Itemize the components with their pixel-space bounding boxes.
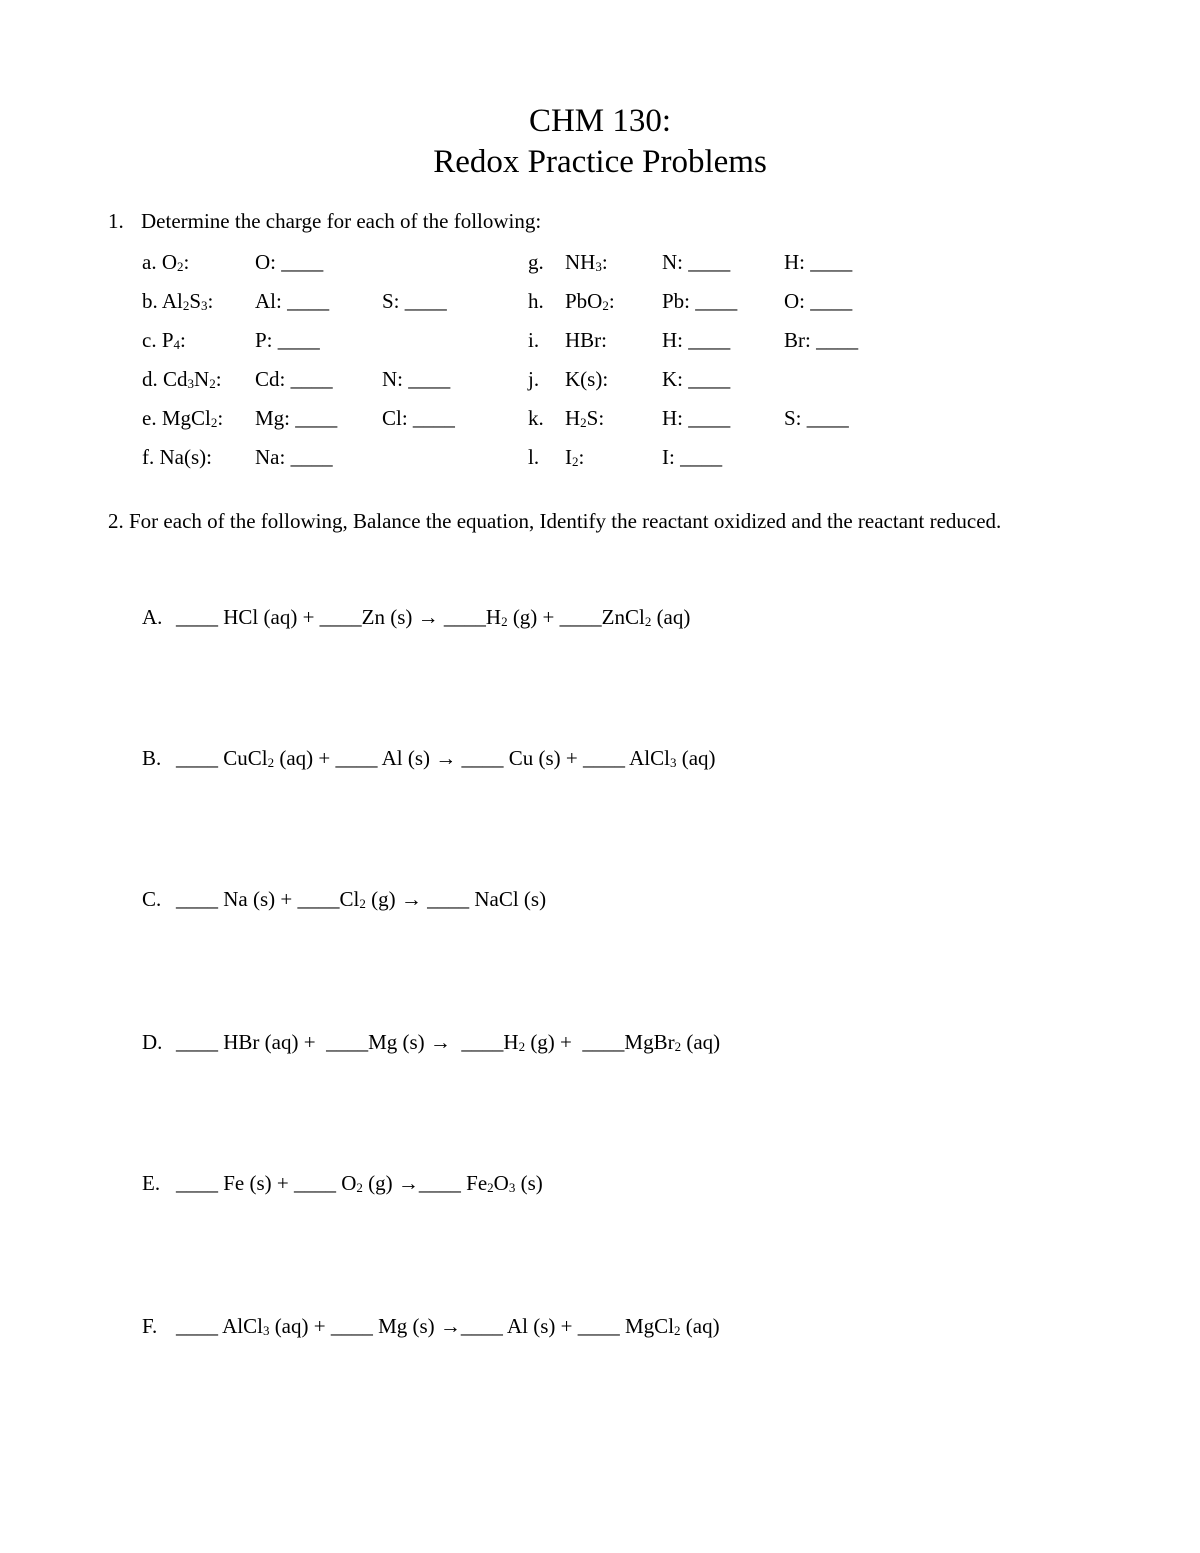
compound-formula: f. Na(s): <box>142 445 212 469</box>
charge-blank[interactable]: Al: ____ <box>255 289 330 313</box>
equation-label: F. <box>142 1314 158 1338</box>
equation-label: E. <box>142 1171 161 1195</box>
charge-blank[interactable]: O: ____ <box>255 250 324 274</box>
charge-blank[interactable]: Na: ____ <box>255 445 333 469</box>
charge-blank[interactable]: N: ____ <box>662 250 731 274</box>
item-letter: j. <box>528 367 540 391</box>
equation-text: ____ HCl (aq) + ____Zn $(s) \to \_\_\_\_H_2$ (g) + ____ZnCl$_2$ (aq) <box>176 605 691 629</box>
subscript: 3 <box>595 259 602 274</box>
equation-label: C. <box>142 887 162 911</box>
question-1-prompt <box>108 208 541 234</box>
charge-blank[interactable]: S: ____ <box>784 406 849 430</box>
compound-formula: b. $Al_2S_3$: <box>142 289 214 313</box>
subscript: 3 <box>201 298 208 313</box>
subscript: 3 <box>669 755 677 770</box>
equation-text: ____ Na $(s) + \_\_\_\_Cl_2$ (g) → ____ NaCl (s) <box>176 887 547 911</box>
equation-text: ____ Fe (s) + ____ $O_2$ (g) →____ $Fe_2O_3$ (s) <box>176 1171 543 1195</box>
subscript: 2 <box>210 415 218 430</box>
course-title: CHM 130: <box>528 103 672 139</box>
equation-row[interactable] <box>142 1313 720 1344</box>
equation-text: ____ HBr (aq) + ____Mg $(s) \to \_\_\_\_H_2$ (g) + ____MgBr$_2$ (aq) <box>176 1030 721 1054</box>
subscript: 2 <box>580 415 587 430</box>
subscript: 2 <box>501 614 508 629</box>
subscript: 2 <box>182 298 190 313</box>
subscript: 2 <box>356 1180 363 1195</box>
charge-blank[interactable]: H: ____ <box>662 406 731 430</box>
charge-blank[interactable]: Mg: ____ <box>255 406 338 430</box>
subscript: 2 <box>487 1180 494 1195</box>
charge-blank[interactable]: Cl: ____ <box>382 406 455 430</box>
charge-blank[interactable]: Pb: ____ <box>662 289 738 313</box>
compound-formula: d. $Cd_3N_2$: <box>142 367 222 391</box>
subscript: 2 <box>674 1039 682 1054</box>
item-letter: k. <box>528 406 544 430</box>
subscript: 2 <box>267 755 275 770</box>
subscript: 4 <box>173 337 180 352</box>
subscript: 2 <box>177 259 184 274</box>
charge-blank[interactable]: H: ____ <box>662 328 731 352</box>
item-letter: h. <box>528 289 544 313</box>
equation-row[interactable] <box>142 745 716 776</box>
compound-formula: $H_2S$: <box>565 406 605 430</box>
equation-row[interactable] <box>142 1170 543 1201</box>
compound-formula: e. MgCl$_2$: <box>142 406 224 430</box>
charge-blank[interactable]: S: ____ <box>382 289 447 313</box>
question-text: Determine the charge for each of the following: <box>141 209 542 233</box>
charge-blank[interactable]: P: ____ <box>255 328 320 352</box>
equation-label: A. <box>142 605 163 629</box>
compound-formula: c. $P_4$: <box>142 328 186 352</box>
compound-formula: a. $O_2$: <box>142 250 190 274</box>
charge-blank[interactable]: Cd: ____ <box>255 367 333 391</box>
compound-formula: K(s): <box>565 367 609 391</box>
subscript: 2 <box>359 896 366 911</box>
worksheet-title: Redox Practice Problems <box>433 144 767 180</box>
equation-label: D. <box>142 1030 163 1054</box>
charge-blank[interactable]: O: ____ <box>784 289 853 313</box>
equation-row[interactable] <box>142 886 546 917</box>
compound-formula: HBr: <box>565 328 607 352</box>
charge-blank[interactable]: Br: ____ <box>784 328 859 352</box>
question-2-prompt: 2. For each of the following, Balance the equation, Identify the reactant oxidized and the reactant reduced. <box>108 509 1002 533</box>
subscript: 2 <box>602 298 609 313</box>
subscript: 2 <box>644 614 652 629</box>
equation-text: ____ CuCl$_2$ (aq) + ____ Al (s) → ____ Cu (s) + ____ AlCl$_3$ (aq) <box>176 746 716 770</box>
charge-blank[interactable]: N: ____ <box>382 367 451 391</box>
compound-formula: $NH_3$: <box>565 250 608 274</box>
equation-text: ____ AlCl$_3$ (aq) + ____ Mg (s) →____ Al (s) + ____ MgCl$_2$ (aq) <box>176 1314 720 1338</box>
subscript: 2 <box>572 454 579 469</box>
subscript: 3 <box>262 1323 270 1338</box>
item-letter: l. <box>528 445 540 469</box>
subscript: 2 <box>209 376 216 391</box>
equation-row[interactable] <box>142 1029 720 1060</box>
question-number: 1. <box>108 209 124 233</box>
subscript: 2 <box>674 1323 681 1338</box>
equation-row[interactable] <box>142 604 690 635</box>
compound-formula: $I_2$: <box>565 445 585 469</box>
subscript: 2 <box>518 1039 526 1054</box>
charge-blank[interactable]: K: ____ <box>662 367 731 391</box>
item-letter: i. <box>528 328 540 352</box>
charge-blank[interactable]: H: ____ <box>784 250 853 274</box>
compound-formula: PbO$_2$: <box>565 289 615 313</box>
charge-blank[interactable]: I: ____ <box>662 445 723 469</box>
subscript: 3 <box>508 1180 516 1195</box>
equation-label: B. <box>142 746 162 770</box>
item-letter: g. <box>528 250 544 274</box>
subscript: 3 <box>187 376 195 391</box>
